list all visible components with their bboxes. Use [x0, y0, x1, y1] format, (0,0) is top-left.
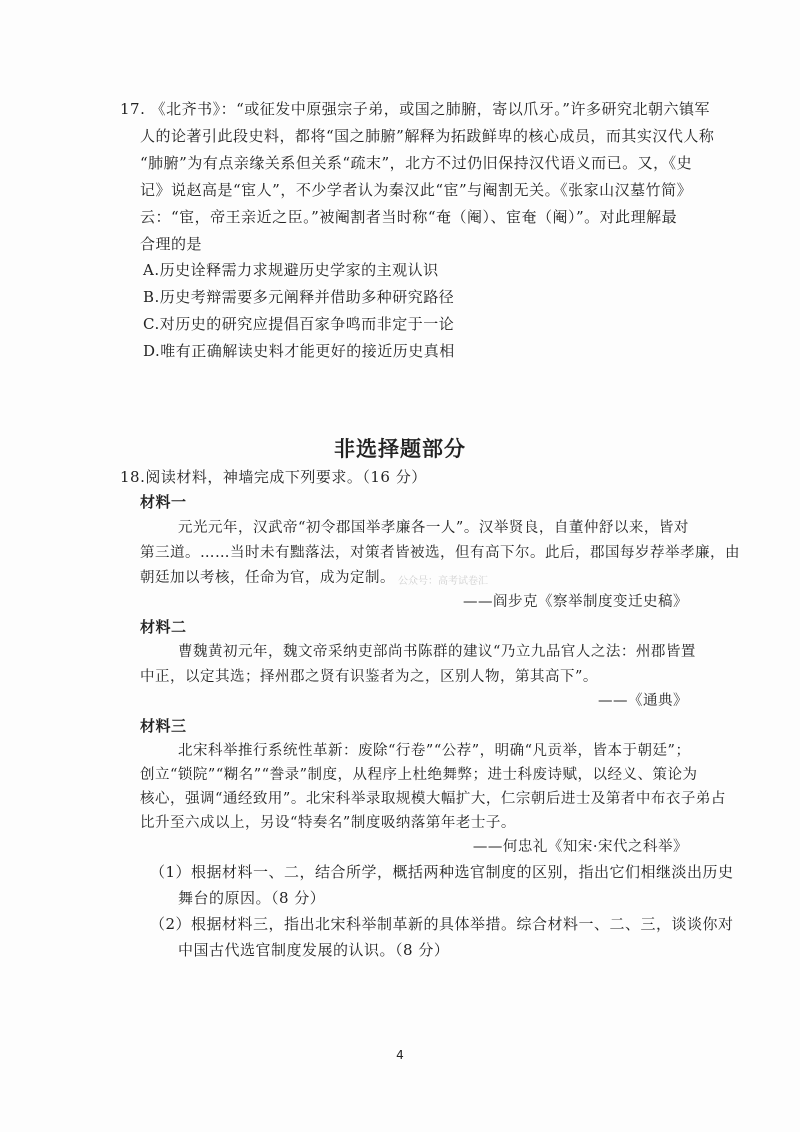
material-3-line-1: 北宋科举推行系统性革新：废除“行卷”“公荐”，明确“凡贡举，皆本于朝廷”；: [178, 743, 691, 759]
q17-line-2: 人的论著引此段史料，都将“国之肺腑”解释为拓跋鲜卑的核心成员，而其实汉代人称: [140, 127, 715, 145]
q17-line-3: “肺腑”为有点亲缘关系但关系“疏末”，北方不过仍旧保持汉代语义而已。又，《史: [140, 154, 693, 172]
material-3-title: 材料三: [140, 717, 187, 735]
material-1-line-1: 元光元年，汉武帝“初令郡国举孝廉各一人”。汉举贤良，自董仲舒以来，皆对: [178, 520, 689, 536]
page-number: 4: [396, 1048, 404, 1062]
sub-question-1-line-2: 舞台的原因。（8 分）: [178, 889, 326, 907]
material-2-source: ——《通典》: [598, 693, 688, 709]
material-2-line-2: 中正，以定其选；择州郡之贤有识鉴者为之，区别人物，第其高下”。: [140, 669, 598, 685]
sub-question-1-line-1: （1）根据材料一、二，结合所学，概括两种选官制度的区别，指出它们相继淡出历史: [150, 863, 734, 881]
material-3-line-3: 核心，强调“通经致用”。北宋科举录取规模大幅扩大，仁宗朝后进士及第者中布衣子弟占: [140, 791, 726, 807]
q17-option-c: C.对历史的研究应提倡百家争鸣而非定于一论: [143, 315, 455, 333]
material-1-title: 材料一: [140, 493, 187, 511]
q17-option-d: D.唯有正确解读史料才能更好的接近历史真相: [143, 342, 455, 360]
material-1-source: ——阎步克《察举制度变迁史稿》: [463, 594, 688, 610]
section-title: 非选择题部分: [334, 437, 466, 461]
sub-question-2-line-2: 中国古代选官制度发展的认识。（8 分）: [178, 941, 450, 959]
q17-line-5: 云：“宦，帝王亲近之臣。”被阉割者当时称“奄（阉）、宦奄（阉）”。对此理解最: [140, 208, 678, 226]
q17-line-6: 合理的是: [140, 235, 203, 253]
sub-question-2-line-1: （2）根据材料三，指出北宋科举制革新的具体举措。综合材料一、二、三，谈谈你对: [150, 915, 734, 933]
q18-stem: 18.阅读材料，神墙完成下列要求。（16 分）: [120, 468, 427, 486]
q17-option-b: B.历史考辩需要多元阐释并借助多种研究路径: [143, 288, 455, 306]
q17-line-1: 17. 《北齐书》：“或征发中原强宗子弟，或国之肺腑，寄以爪牙。”许多研究北朝六镇军: [120, 100, 710, 118]
watermark: 公众号：高考试卷汇: [398, 576, 488, 587]
material-2-title: 材料二: [140, 618, 187, 636]
material-3-line-2: 创立“锁院”“糊名”“誊录”制度，从程序上杜绝舞弊；进士科废诗赋，以经义、策论为: [140, 767, 698, 783]
material-3-source: ——何忠礼《知宋·宋代之科举》: [472, 839, 688, 855]
material-1-line-2: 第三道。……当时未有黜落法，对策者皆被选，但有高下尔。此后，郡国每岁荐举孝廉，由: [140, 545, 740, 561]
material-3-line-4: 比升至六成以上，另设“特奏名”制度吸纳落第年老士子。: [140, 815, 516, 831]
q17-line-4: 记》说赵高是“宦人”，不少学者认为秦汉此“宦”与阉割无关。《张家山汉墓竹简》: [140, 181, 693, 199]
q17-option-a: A.历史诠释需力求规避历史学家的主观认识: [143, 261, 439, 279]
material-1-line-3: 朝廷加以考核，任命为官，成为定制。: [140, 570, 395, 586]
material-2-line-1: 曹魏黄初元年，魏文帝采纳吏部尚书陈群的建议“乃立九品官人之法：州郡皆置: [178, 644, 696, 660]
